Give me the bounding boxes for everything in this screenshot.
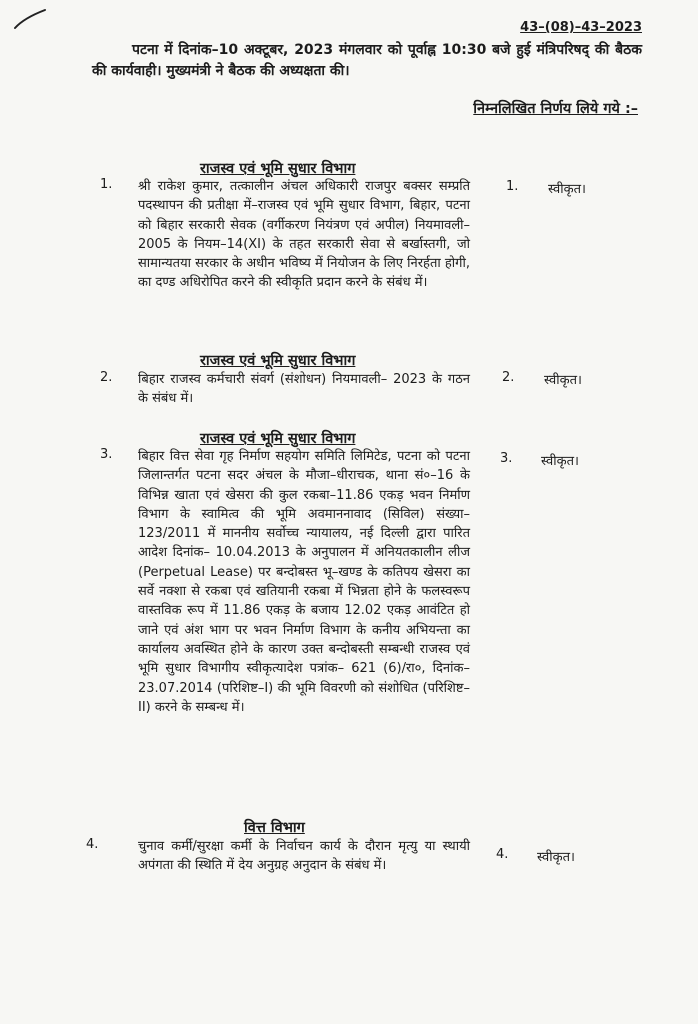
status-label: स्वीकृत। xyxy=(548,182,586,197)
item-text: बिहार वित्त सेवा गृह निर्माण सहयोग समिति लिमिटेड, पटना को पटना जिलान्तर्गत पटना सदर अंचल के मौजा–धीराचक, थाना सं०–16 के विभिन्न खाता एवं खेसरा की कुल रकबा–11.86 एकड़ भवन निर्माण विभाग के स्वामित्व की भूमि अवमाननावाद (सिविल) संख्या–123/2011 में माननीय सर्वोच्च न्यायालय, नई दिल्ली द्वारा पारित आदेश दिनांक– 10.04.2013 के अनुपालन में अनियतकालीन लीज (Perpetual Lease) पर बन्दोबस्त भू–खण्ड के कतिपय खेसरा का सर्वे नक्शा से रकबा एवं खतियानी रकबा में भिन्नता होने के फलस्वरूप वास्तविक रूप में 11.86 एकड़ के बजाय 12.02 एकड़ आवंटित हो जाने एवं अंश भाग पर भवन निर्माण विभाग के कनीय अभियन्ता का कार्यालय अवस्थित होने के कारण उक्त बन्दोबस्ती सम्बन्धी राजस्व एवं भूमि सुधार विभागीय स्वीकृत्यादेश पत्रांक– 621 (6)/रा०, दिनांक– 23.07.2014 (परिशिष्ट–I) की भूमि विवरणी को संशोधित (परिशिष्ट–II) करने के सम्बन्ध में। xyxy=(138,449,470,715)
status-label: स्वीकृत। xyxy=(537,850,575,865)
department-heading: राजस्व एवं भूमि सुधार विभाग xyxy=(200,353,356,369)
department-heading: वित्त विभाग xyxy=(244,820,305,836)
reference-number: 43–(08)–43–2023 xyxy=(520,20,642,35)
department-heading: राजस्व एवं भूमि सुधार विभाग xyxy=(200,161,356,177)
item-number: 1. xyxy=(100,177,113,192)
status-number: 4. xyxy=(496,847,509,862)
item-number: 4. xyxy=(86,837,99,852)
intro-paragraph: पटना में दिनांक–10 अक्टूबर, 2023 मंगलवार को पूर्वाह्न 10:30 बजे हुई मंत्रिपरिषद् की बैठक की कार्यवाही। मुख्यमंत्री ने बैठक की अध्यक्षता की। xyxy=(92,42,642,79)
status-number: 2. xyxy=(502,370,515,385)
status-label: स्वीकृत। xyxy=(544,373,582,388)
item-number: 2. xyxy=(100,370,113,385)
decisions-heading: निम्नलिखित निर्णय लिये गये :– xyxy=(473,101,638,117)
status-number: 1. xyxy=(506,179,519,194)
item-text: श्री राकेश कुमार, तत्कालीन अंचल अधिकारी राजपुर बक्सर सम्प्रति पदस्थापन की प्रतीक्षा में–राजस्व एवं भूमि सुधार विभाग, बिहार, पटना को बिहार सरकारी सेवक (वर्गीकरण नियंत्रण एवं अपील) नियमावली– 2005 के नियम–14(XI) के तहत सरकारी सेवा से बर्खास्तगी, जो सामान्यतया सरकार के अधीन भविष्य में नियोजन के लिए निरर्हता होगी, का दण्ड अधिरोपित करने की स्वीकृति प्रदान करने के संबंध में। xyxy=(138,179,470,291)
item-number: 3. xyxy=(100,447,113,462)
pen-mark-icon xyxy=(12,4,48,34)
status-number: 3. xyxy=(500,451,513,466)
department-heading: राजस्व एवं भूमि सुधार विभाग xyxy=(200,431,356,447)
item-text: चुनाव कर्मी/सुरक्षा कर्मी के निर्वाचन कार्य के दौरान मृत्यु या स्थायी अपंगता की स्थिति में देय अनुग्रह अनुदान के संबंध में। xyxy=(138,839,470,874)
status-label: स्वीकृत। xyxy=(541,454,579,469)
item-text: बिहार राजस्व कर्मचारी संवर्ग (संशोधन) नियमावली– 2023 के गठन के संबंध में। xyxy=(138,372,470,407)
